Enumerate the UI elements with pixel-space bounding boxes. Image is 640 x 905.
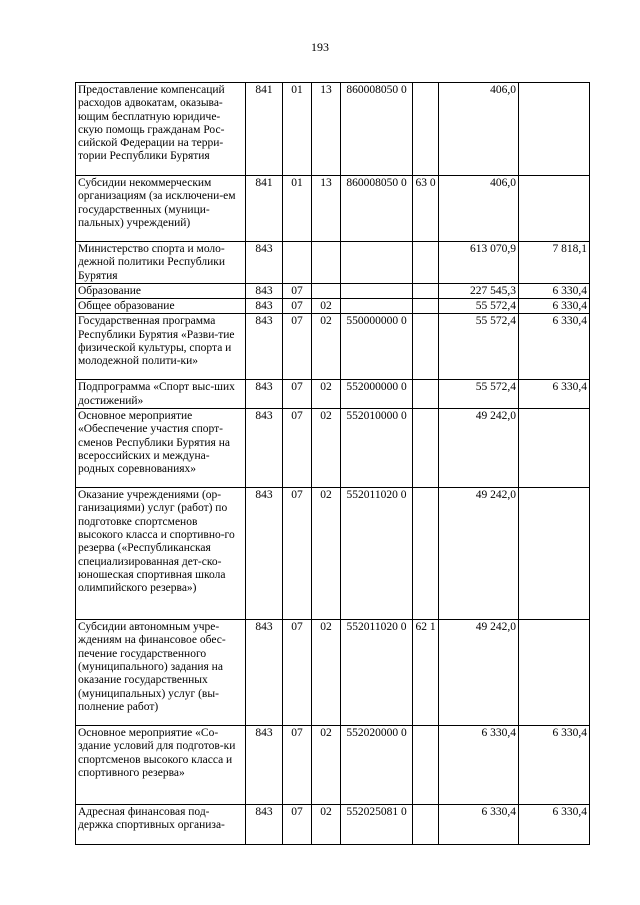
amount-federal: 6 330,4 xyxy=(519,314,590,380)
budget-table xyxy=(75,82,590,845)
amount-federal: 6 330,4 xyxy=(519,283,590,298)
target-code: 552025081 0 xyxy=(341,805,413,845)
target-code: 552000000 0 xyxy=(341,380,413,409)
expense-type-code xyxy=(413,283,439,298)
section-code: 07 xyxy=(283,409,312,488)
ministry-code: 843 xyxy=(246,409,283,488)
amount: 49 242,0 xyxy=(439,488,519,620)
section-code: 07 xyxy=(283,314,312,380)
section-code: 01 xyxy=(283,83,312,176)
target-code: 860008050 0 xyxy=(341,83,413,176)
expense-type-code xyxy=(413,83,439,176)
table-row xyxy=(76,83,590,176)
amount: 406,0 xyxy=(439,176,519,242)
subsection-code: 02 xyxy=(312,409,341,488)
amount-federal: 6 330,4 xyxy=(519,805,590,845)
expense-type-code xyxy=(413,380,439,409)
expense-type-code: 63 0 xyxy=(413,176,439,242)
amount-federal xyxy=(519,620,590,726)
amount: 227 545,3 xyxy=(439,283,519,298)
target-code: 552011020 0 xyxy=(341,488,413,620)
table-row xyxy=(76,409,590,488)
table-row xyxy=(76,299,590,314)
amount: 55 572,4 xyxy=(439,380,519,409)
row-name: Государственная программа Республики Бурятия «Разви-тие физической культуры, спорта и молодежной полити-ки» xyxy=(76,314,246,380)
amount: 6 330,4 xyxy=(439,805,519,845)
amount-federal xyxy=(519,176,590,242)
target-code xyxy=(341,242,413,284)
section-code: 07 xyxy=(283,299,312,314)
table-row xyxy=(76,283,590,298)
subsection-code: 02 xyxy=(312,805,341,845)
section-code: 07 xyxy=(283,805,312,845)
target-code xyxy=(341,299,413,314)
subsection-code: 02 xyxy=(312,620,341,726)
subsection-code: 02 xyxy=(312,488,341,620)
table-row xyxy=(76,726,590,805)
section-code: 07 xyxy=(283,620,312,726)
row-name: Министерство спорта и моло-дежной политики Республики Бурятия xyxy=(76,242,246,284)
row-name: Субсидии автономным учре-ждениям на финансовое обес-печение государственного (муниципального) задания на оказание государственных (муниципальных) услуг (вы-полнение работ) xyxy=(76,620,246,726)
target-code: 552010000 0 xyxy=(341,409,413,488)
expense-type-code xyxy=(413,299,439,314)
amount: 55 572,4 xyxy=(439,314,519,380)
row-name: Подпрограмма «Спорт выс-ших достижений» xyxy=(76,380,246,409)
table-row xyxy=(76,620,590,726)
subsection-code: 02 xyxy=(312,299,341,314)
table-row xyxy=(76,176,590,242)
section-code: 07 xyxy=(283,488,312,620)
subsection-code: 02 xyxy=(312,314,341,380)
ministry-code: 843 xyxy=(246,314,283,380)
row-name: Адресная финансовая под-держка спортивных организа- xyxy=(76,805,246,845)
expense-type-code xyxy=(413,726,439,805)
expense-type-code xyxy=(413,805,439,845)
expense-type-code: 62 1 xyxy=(413,620,439,726)
section-code: 07 xyxy=(283,380,312,409)
ministry-code: 843 xyxy=(246,283,283,298)
expense-type-code xyxy=(413,242,439,284)
row-name: Предоставление компенсаций расходов адвокатам, оказыва-ющим бесплатную юридиче-скую помощь гражданам Рос-сийской Федерации на терри-тории Республики Бурятия xyxy=(76,83,246,176)
target-code: 552011020 0 xyxy=(341,620,413,726)
ministry-code: 843 xyxy=(246,726,283,805)
target-code: 552020000 0 xyxy=(341,726,413,805)
ministry-code: 843 xyxy=(246,299,283,314)
amount-federal xyxy=(519,409,590,488)
ministry-code: 843 xyxy=(246,805,283,845)
table-row xyxy=(76,242,590,284)
amount-federal: 6 330,4 xyxy=(519,299,590,314)
target-code: 550000000 0 xyxy=(341,314,413,380)
expense-type-code xyxy=(413,409,439,488)
amount-federal xyxy=(519,488,590,620)
subsection-code: 02 xyxy=(312,380,341,409)
section-code: 07 xyxy=(283,283,312,298)
amount: 406,0 xyxy=(439,83,519,176)
subsection-code: 13 xyxy=(312,83,341,176)
row-name: Основное мероприятие «Со-здание условий для подготов-ки спортсменов высокого класса и спортивного резерва» xyxy=(76,726,246,805)
table-row xyxy=(76,805,590,845)
subsection-code: 13 xyxy=(312,176,341,242)
section-code xyxy=(283,242,312,284)
section-code: 07 xyxy=(283,726,312,805)
amount-federal: 6 330,4 xyxy=(519,726,590,805)
ministry-code: 843 xyxy=(246,242,283,284)
row-name: Общее образование xyxy=(76,299,246,314)
expense-type-code xyxy=(413,488,439,620)
amount: 49 242,0 xyxy=(439,620,519,726)
ministry-code: 841 xyxy=(246,83,283,176)
ministry-code: 843 xyxy=(246,488,283,620)
section-code: 01 xyxy=(283,176,312,242)
subsection-code: 02 xyxy=(312,726,341,805)
row-name: Оказание учреждениями (ор-ганизациями) услуг (работ) по подготовке спортсменов высокого класса и спортивно-го резерва («Республиканская специализированная дет-ско-юношеская спортивная школа олимпийского резерва») xyxy=(76,488,246,620)
subsection-code xyxy=(312,283,341,298)
amount-federal: 6 330,4 xyxy=(519,380,590,409)
expense-type-code xyxy=(413,314,439,380)
subsection-code xyxy=(312,242,341,284)
table-row xyxy=(76,314,590,380)
page-number: 193 xyxy=(311,40,329,54)
ministry-code: 843 xyxy=(246,620,283,726)
table-row xyxy=(76,488,590,620)
amount: 55 572,4 xyxy=(439,299,519,314)
ministry-code: 841 xyxy=(246,176,283,242)
amount: 6 330,4 xyxy=(439,726,519,805)
row-name: Субсидии некоммерческим организациям (за исключени-ем государственных (муници-пальных) учреждений) xyxy=(76,176,246,242)
amount-federal xyxy=(519,83,590,176)
amount: 613 070,9 xyxy=(439,242,519,284)
target-code xyxy=(341,283,413,298)
table-row xyxy=(76,380,590,409)
amount-federal: 7 818,1 xyxy=(519,242,590,284)
ministry-code: 843 xyxy=(246,380,283,409)
target-code: 860008050 0 xyxy=(341,176,413,242)
amount: 49 242,0 xyxy=(439,409,519,488)
row-name: Образование xyxy=(76,283,246,298)
row-name: Основное мероприятие «Обеспечение участия спорт-сменов Республики Бурятия на всероссийских и междуна-родных соревнованиях» xyxy=(76,409,246,488)
